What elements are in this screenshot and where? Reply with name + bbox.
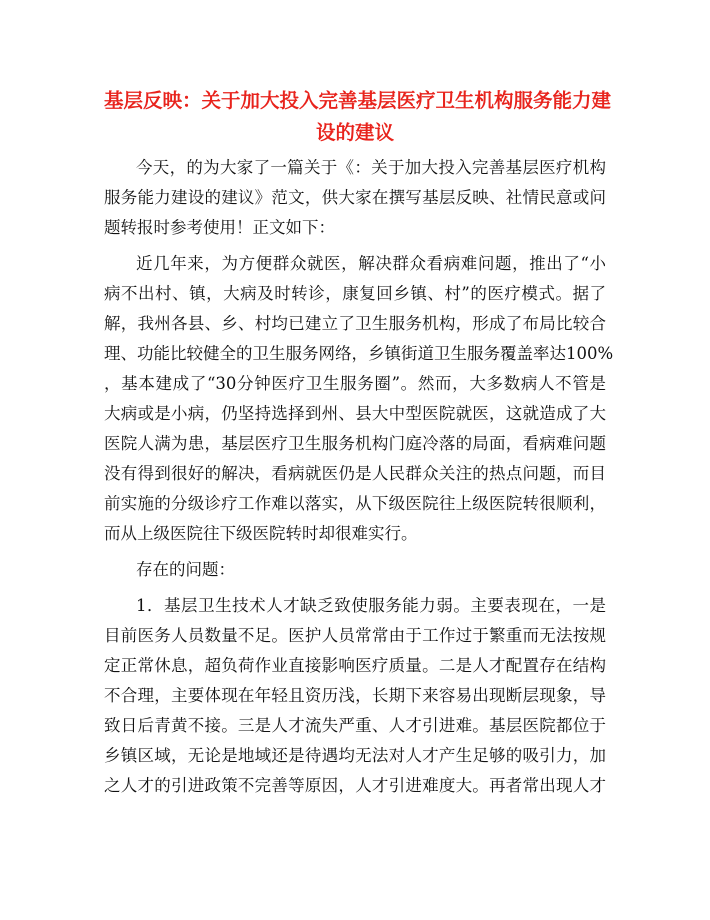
- body-text-line: 服务能力建设的建议》范文，供大家在撰写基层反映、社情民意或问: [104, 188, 606, 207]
- body-text-line: 乡镇区域，无论是地域还是待遇均无法对人才产生足够的吸引力，加: [104, 746, 606, 765]
- section-heading: 存在的问题：: [136, 560, 235, 579]
- body-text-line: 定正常休息，超负荷作业直接影响医疗质量。二是人才配置存在结构: [104, 656, 606, 675]
- body-text-line: 致日后青黄不接。三是人才流失严重、人才引进难。基层医院都位于: [104, 716, 606, 735]
- body-text-line: 医院人满为患，基层医疗卫生服务机构门庭冷落的局面，看病难问题: [104, 434, 606, 453]
- body-text-line: 题转报时参考使用！正文如下：: [104, 218, 335, 237]
- document-title-line-2: 设的建议: [315, 121, 394, 144]
- body-text-line: 前实施的分级诊疗工作难以落实，从下级医院往上级医院转很顺利，: [104, 494, 606, 513]
- body-text-line: 目前医务人员数量不足。医护人员常常由于工作过于繁重而无法按规: [104, 626, 606, 645]
- body-text-line: ，基本建成了“30分钟医疗卫生服务圈”。然而，大多数病人不管是: [104, 374, 606, 393]
- body-text-line: 1．基层卫生技术人才缺乏致使服务能力弱。主要表现在，一是: [136, 596, 606, 615]
- body-text-line: 不合理，主要体现在年轻且资历浅，长期下来容易出现断层现象，导: [104, 686, 606, 705]
- body-text-line: 近几年来，为方便群众就医，解决群众看病难问题，推出了“小: [136, 254, 606, 273]
- body-text-line: 今天，的为大家了一篇关于《：关于加大投入完善基层医疗机构: [136, 158, 606, 177]
- document-title-line-1: 基层反映：关于加大投入完善基层医疗卫生机构服务能力建: [104, 89, 612, 112]
- body-text-line: 没有得到很好的解决，看病就医仍是人民群众关注的热点问题，而目: [104, 464, 606, 483]
- body-text-line: 病不出村、镇，大病及时转诊，康复回乡镇、村”的医疗模式。据了: [104, 284, 606, 303]
- body-text-line: 而从上级医院往下级医院转时却很难实行。: [104, 524, 418, 543]
- body-text-line: 理、功能比较健全的卫生服务网络，乡镇街道卫生服务覆盖率达100%: [104, 344, 614, 363]
- body-text-line: 大病或是小病，仍坚持选择到州、县大中型医院就医，这就造成了大: [104, 404, 606, 423]
- body-text-line: 之人才的引进政策不完善等原因，人才引进难度大。再者常出现人才: [104, 776, 606, 795]
- body-text-line: 解，我州各县、乡、村均已建立了卫生服务机构，形成了布局比较合: [104, 314, 606, 333]
